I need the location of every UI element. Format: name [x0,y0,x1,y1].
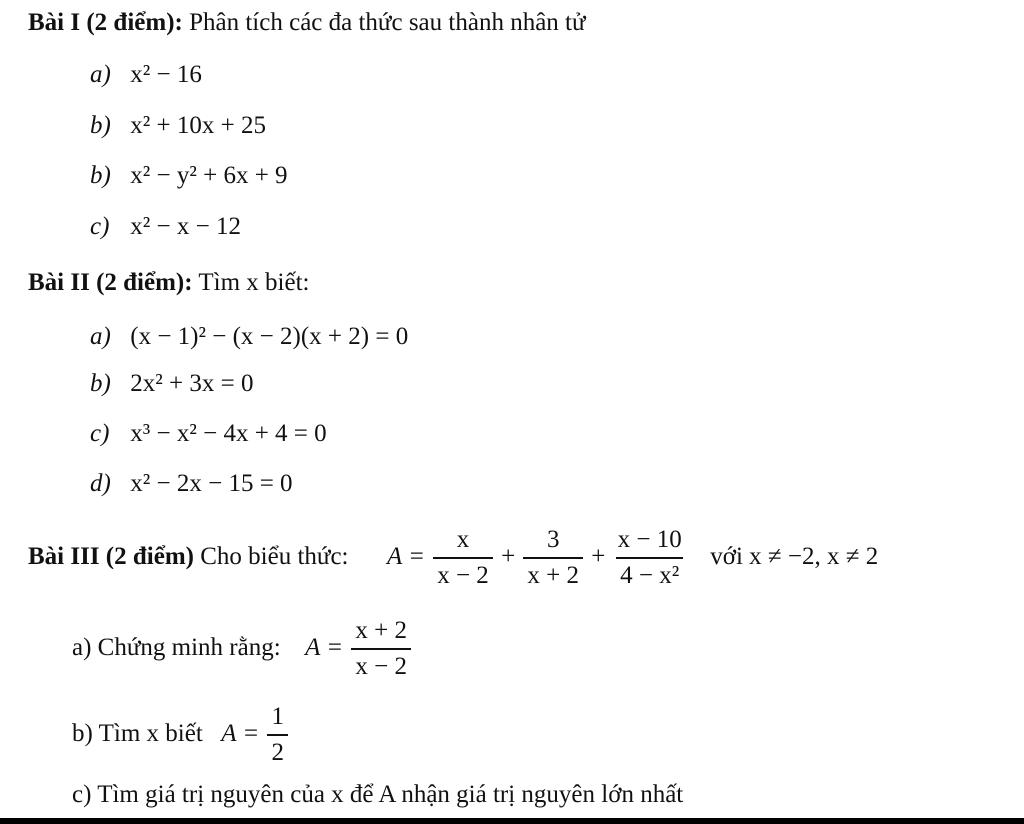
math-expression: x² − x − 12 [130,213,241,240]
item-label: a) [90,323,111,350]
plus-sign: + [501,543,516,570]
math-expression: x² − y² + 6x + 9 [130,162,288,189]
math-expression: x² − 2x − 15 = 0 [130,470,293,497]
item-label: c) [90,213,110,240]
fraction-a-den: x − 2 [351,648,411,681]
expression-A [387,526,694,590]
math-expression: (x − 1)² − (x − 2)(x + 2) = 0 [130,323,409,350]
s2-item-c [90,419,327,449]
plus-sign: + [591,543,606,570]
item-label: c) [90,420,110,447]
fraction-3-den: 4 − x² [616,557,683,590]
fraction-2-num: 3 [546,526,560,554]
item-label: a) [90,61,111,88]
s3-item-b [72,702,290,767]
s1-item-a [90,60,202,90]
section-3-title-bold: Bài III (2 điểm) [28,543,194,570]
math-expression: x² + 10x + 25 [130,112,266,139]
math-expression: x³ − x² − 4x + 4 = 0 [130,420,327,447]
fraction-3-num: x − 10 [617,526,682,554]
with-text: với [710,543,743,570]
item-label: d) [90,470,111,497]
fraction-1-num: x [456,526,470,554]
fraction-1 [433,526,493,590]
fraction-b-num: 1 [271,703,284,731]
item-label: b) [90,162,111,189]
s3-item-a-text: a) Chứng minh rằng: [72,634,281,661]
s2-item-d [90,469,293,499]
s3-item-c [72,780,683,810]
s1-item-c [90,212,241,242]
s3-item-c-text: c) Tìm giá trị nguyên của x để A nhận giá trị nguyên lớn nhất [72,781,684,808]
section-3-title [28,525,878,590]
A-equals: A = [387,543,425,570]
s1-item-b2 [90,161,288,191]
fraction-2-den: x + 2 [523,557,583,590]
bottom-border [0,818,1024,824]
fraction-a [351,617,411,681]
section-2-title-text: Tìm x biết: [192,269,310,296]
condition: x ≠ −2, x ≠ 2 [749,543,879,570]
section-2-title-bold: Bài II (2 điểm): [28,269,193,296]
fraction-b [267,703,288,767]
A-equals: A = [221,720,260,747]
item-label: b) [90,370,111,397]
A-equals: A = [305,634,344,661]
s3-item-a [72,616,413,681]
s1-item-b [90,111,266,141]
fraction-2 [523,526,583,590]
s3-item-b-text: b) Tìm x biết [72,720,203,747]
math-expression: 2x² + 3x = 0 [130,370,254,397]
fraction-3 [614,526,686,590]
s2-item-b [90,369,253,399]
math-expression: x² − 16 [130,61,202,88]
section-1-title [28,8,586,38]
s2-item-a [90,322,408,352]
section-1-title-text: Phân tích các đa thức sau thành nhân tử [182,9,586,36]
item-label: b) [90,112,111,139]
fraction-a-num: x + 2 [355,617,407,645]
fraction-1-den: x − 2 [433,557,493,590]
section-2-title [28,268,309,298]
section-1-title-bold: Bài I (2 điểm): [28,9,183,36]
section-3-title-text: Cho biểu thức: [193,543,349,570]
fraction-b-den: 2 [267,734,288,767]
